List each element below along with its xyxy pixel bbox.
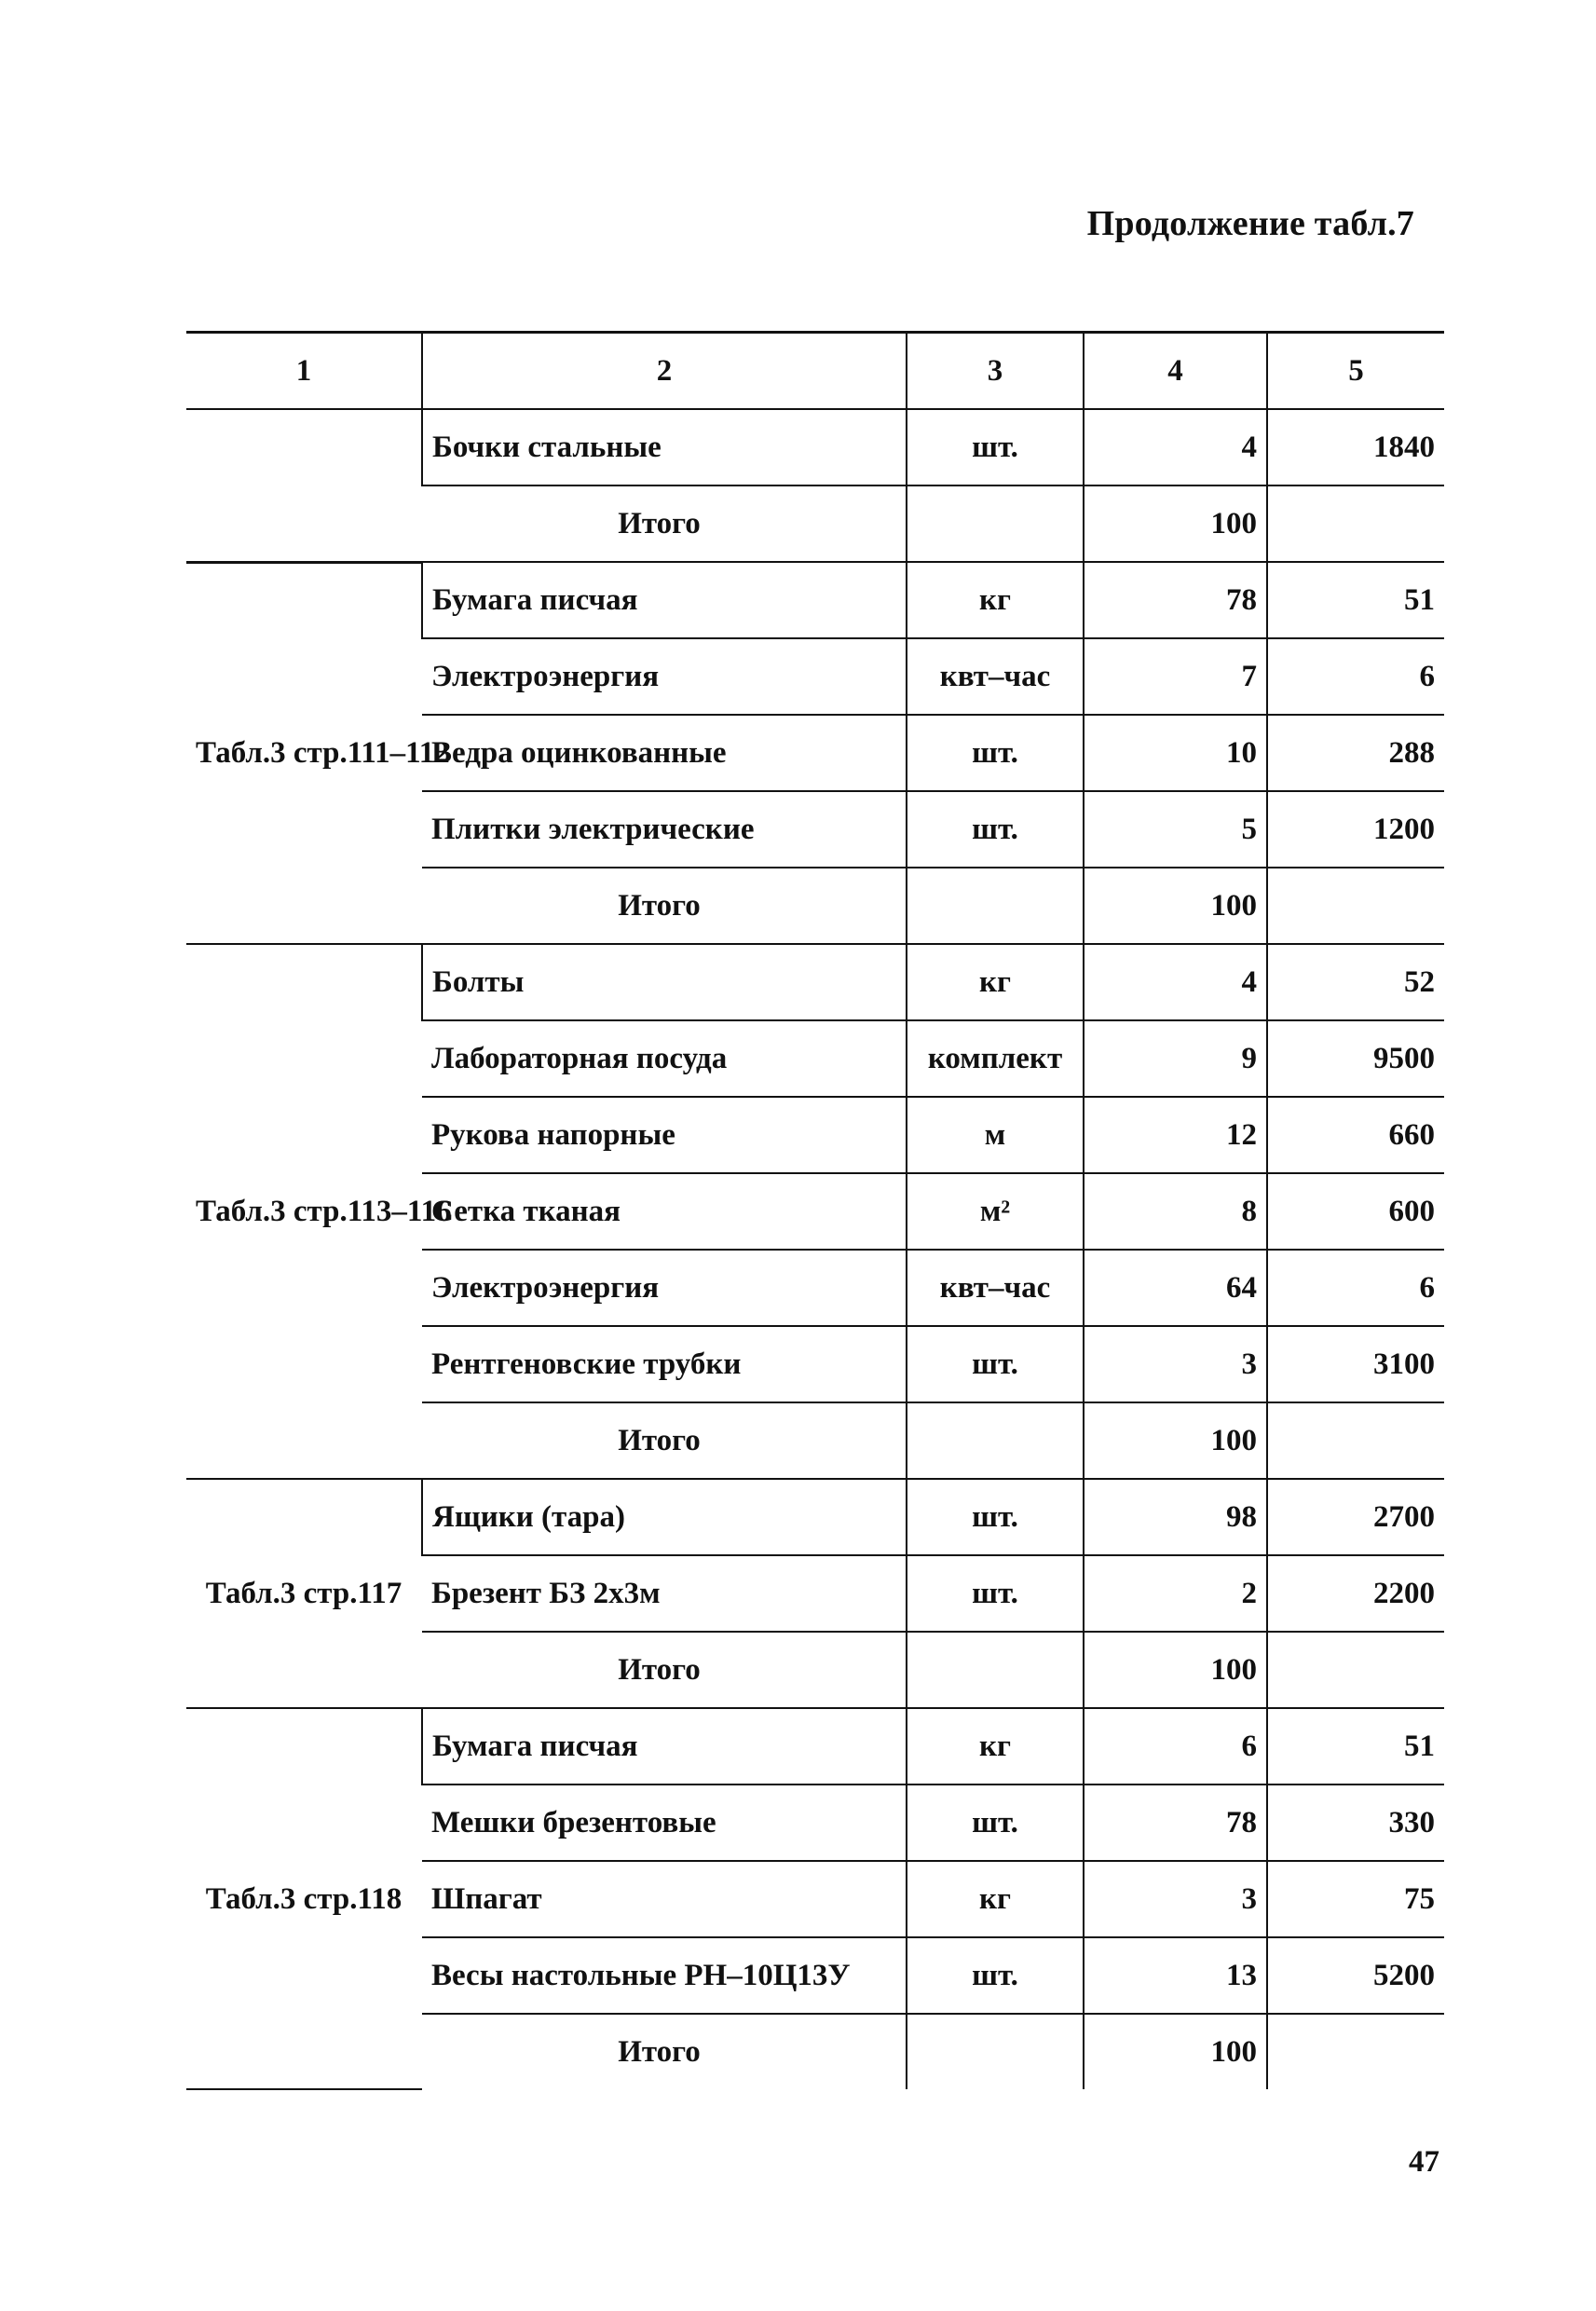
unit-cell: квт–час (907, 638, 1084, 715)
total-label-cell: Итого (422, 1402, 907, 1479)
item-name-cell: Бочки стальные (422, 409, 907, 485)
item-name-cell: Мешки брезентовые (422, 1785, 907, 1861)
quantity-cell: 13 (1084, 1937, 1267, 2014)
price-cell: 3100 (1267, 1326, 1444, 1402)
item-name-cell: Бумага писчая (422, 1708, 907, 1785)
unit-cell (907, 2014, 1084, 2089)
source-reference-cell: Табл.3 стр.118 (186, 1708, 422, 2089)
quantity-cell: 5 (1084, 791, 1267, 868)
price-cell: 52 (1267, 944, 1444, 1020)
table-body (186, 409, 1444, 2089)
price-cell: 1840 (1267, 409, 1444, 485)
unit-cell: шт. (907, 1479, 1084, 1555)
quantity-cell: 12 (1084, 1097, 1267, 1173)
unit-cell: кг (907, 1861, 1084, 1937)
quantity-cell: 64 (1084, 1250, 1267, 1326)
unit-cell: шт. (907, 715, 1084, 791)
price-cell (1267, 1402, 1444, 1479)
table-row (186, 409, 1444, 485)
header-col-1: 1 (186, 333, 422, 410)
price-cell: 75 (1267, 1861, 1444, 1937)
table-row (186, 1479, 1444, 1555)
header-col-5: 5 (1267, 333, 1444, 410)
unit-cell: шт. (907, 1326, 1084, 1402)
quantity-cell: 3 (1084, 1861, 1267, 1937)
unit-cell: кг (907, 944, 1084, 1020)
quantity-cell: 4 (1084, 944, 1267, 1020)
price-cell: 9500 (1267, 1020, 1444, 1097)
quantity-cell: 78 (1084, 562, 1267, 638)
quantity-cell: 9 (1084, 1020, 1267, 1097)
item-name-cell: Бумага писчая (422, 562, 907, 638)
quantity-cell: 98 (1084, 1479, 1267, 1555)
unit-cell: комплект (907, 1020, 1084, 1097)
price-cell: 6 (1267, 638, 1444, 715)
unit-cell: м (907, 1097, 1084, 1173)
data-table (186, 331, 1444, 2090)
table-row (186, 944, 1444, 1020)
price-cell: 2200 (1267, 1555, 1444, 1632)
item-name-cell: Электроэнергия (422, 638, 907, 715)
source-reference-cell: Табл.3 стр.113–116 (186, 944, 422, 1479)
header-row (186, 333, 1444, 410)
total-label-cell: Итого (618, 2034, 701, 2069)
unit-cell: шт. (907, 1937, 1084, 2014)
unit-cell: шт. (907, 1785, 1084, 1861)
total-label-cell: Итого (422, 1632, 907, 1708)
price-cell: 330 (1267, 1785, 1444, 1861)
unit-cell (907, 1632, 1084, 1708)
price-cell: 5200 (1267, 1937, 1444, 2014)
price-cell: 6 (1267, 1250, 1444, 1326)
quantity-cell: 100 (1084, 1402, 1267, 1479)
unit-cell: м² (907, 1173, 1084, 1250)
header-col-2: 2 (422, 333, 907, 410)
unit-cell (907, 1402, 1084, 1479)
source-reference-cell: Табл.3 стр.117 (186, 1479, 422, 1708)
price-cell: 288 (1267, 715, 1444, 791)
item-name-cell: Брезент БЗ 2х3м (422, 1555, 907, 1632)
quantity-cell: 2 (1084, 1555, 1267, 1632)
price-cell: 660 (1267, 1097, 1444, 1173)
total-label-cell: Итого (422, 485, 907, 562)
unit-cell (907, 868, 1084, 944)
table-continuation-title: Продолжение табл.7 (1086, 204, 1414, 243)
unit-cell (907, 485, 1084, 562)
unit-cell: шт. (907, 409, 1084, 485)
table-row (186, 1708, 1444, 1785)
unit-cell: квт–час (907, 1250, 1084, 1326)
item-name-cell: Болты (422, 944, 907, 1020)
source-reference-cell: Табл.3 стр.111–112 (186, 562, 422, 944)
quantity-cell: 100 (1084, 868, 1267, 944)
quantity-cell: 10 (1084, 715, 1267, 791)
item-name-cell: Ведра оцинкованные (422, 715, 907, 791)
item-name-cell: Ящики (тара) (422, 1479, 907, 1555)
price-cell: 1200 (1267, 791, 1444, 868)
price-cell (1267, 868, 1444, 944)
source-reference-cell (186, 409, 422, 562)
header-col-3: 3 (907, 333, 1084, 410)
quantity-cell: 7 (1084, 638, 1267, 715)
item-name-cell: Плитки электрические (422, 791, 907, 868)
quantity-cell: 100 (1084, 485, 1267, 562)
price-cell: 51 (1267, 1708, 1444, 1785)
header-col-4: 4 (1084, 333, 1267, 410)
price-cell (1267, 2014, 1444, 2089)
quantity-cell: 8 (1084, 1173, 1267, 1250)
item-name-cell: Шпагат (422, 1861, 907, 1937)
unit-cell: кг (907, 562, 1084, 638)
item-name-cell: Рукова напорные (422, 1097, 907, 1173)
price-cell (1267, 1632, 1444, 1708)
total-label-cell: Итого (422, 868, 907, 944)
page-number: 47 (1409, 2145, 1439, 2179)
unit-cell: шт. (907, 1555, 1084, 1632)
unit-cell: кг (907, 1708, 1084, 1785)
item-name-cell: Рентгеновские трубки (422, 1326, 907, 1402)
quantity-cell: 6 (1084, 1708, 1267, 1785)
quantity-cell: 100 (1084, 2014, 1267, 2089)
item-name-cell: Сетка тканая (422, 1173, 907, 1250)
quantity-cell: 4 (1084, 409, 1267, 485)
price-cell: 600 (1267, 1173, 1444, 1250)
item-name-cell: Весы настольные РН–10Ц13У (422, 1937, 907, 2014)
table-row (186, 562, 1444, 638)
quantity-cell: 78 (1084, 1785, 1267, 1861)
item-name-cell: Лабораторная посуда (422, 1020, 907, 1097)
price-cell: 2700 (1267, 1479, 1444, 1555)
item-name-cell: Электроэнергия (422, 1250, 907, 1326)
unit-cell: шт. (907, 791, 1084, 868)
quantity-cell: 3 (1084, 1326, 1267, 1402)
price-cell: 51 (1267, 562, 1444, 638)
quantity-cell: 100 (1084, 1632, 1267, 1708)
price-cell (1267, 485, 1444, 562)
